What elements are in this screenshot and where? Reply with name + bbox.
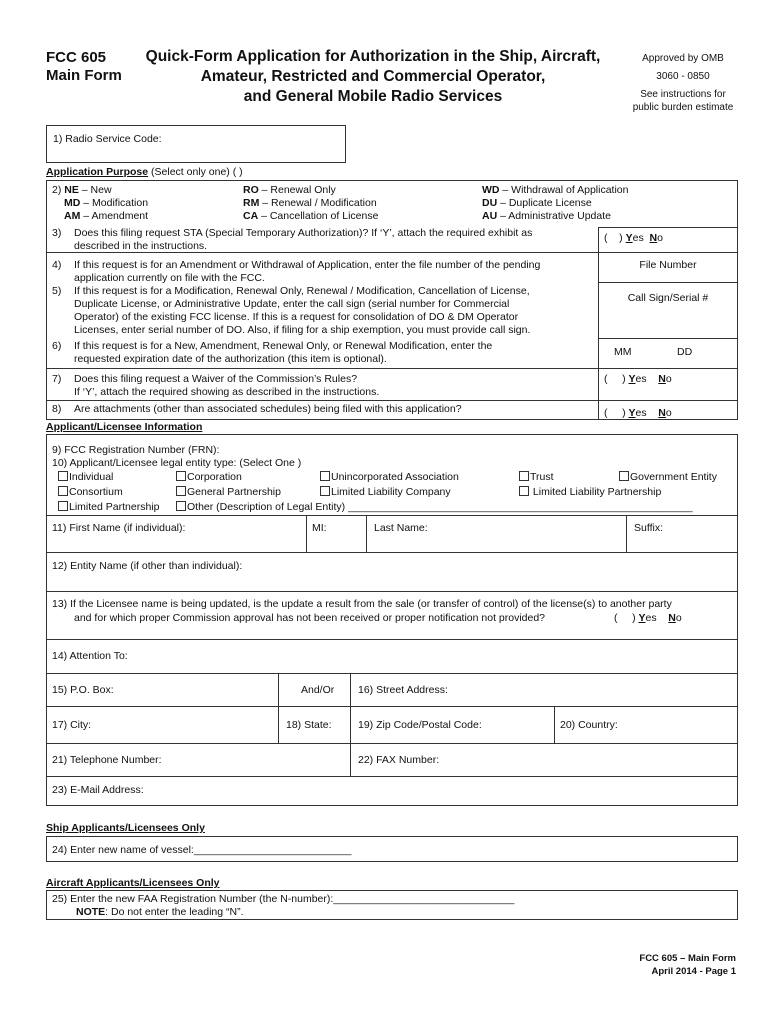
- divider: [598, 282, 738, 283]
- q6-text-line2: requested expiration date of the authorization (this item is optional).: [74, 353, 387, 365]
- q13-text-line2: and for which proper Commission approval has not been received or proper notification not provided?: [74, 612, 546, 624]
- checkbox[interactable]: [519, 486, 529, 496]
- note-text: : Do not enter the leading “N”.: [105, 906, 244, 918]
- divider: [46, 515, 738, 516]
- entity-limited-partnership[interactable]: [58, 501, 159, 513]
- entity-general-partnership[interactable]: [176, 486, 281, 498]
- paren-open: (: [614, 612, 618, 624]
- vessel-name-field[interactable]: 24) Enter new name of vessel:___________________________: [52, 844, 352, 856]
- form-title-line2: Amateur, Restricted and Commercial Operator,: [200, 68, 546, 85]
- yes-rest: es: [635, 373, 647, 385]
- entity-individual[interactable]: [58, 471, 113, 483]
- paren-close: ): [632, 612, 636, 624]
- po-box-field[interactable]: 15) P.O. Box:: [52, 684, 114, 696]
- radio-service-code-label: 1) Radio Service Code:: [53, 133, 162, 145]
- footer-page: April 2014 - Page 1: [651, 966, 736, 977]
- entity-label: Unincorporated Association: [331, 471, 459, 483]
- code: MD: [64, 197, 81, 209]
- code-desc: – New: [78, 184, 112, 196]
- checkbox[interactable]: [320, 471, 330, 481]
- no-letter: N: [658, 373, 666, 385]
- paren-close: ): [619, 232, 623, 244]
- entity-label: Limited Liability Partnership: [532, 486, 662, 498]
- yes-letter: Y: [625, 232, 633, 244]
- q8-number: 8): [52, 403, 62, 415]
- divider: [366, 515, 367, 552]
- code: AU: [482, 210, 498, 222]
- n-number-field[interactable]: 25) Enter the new FAA Registration Number (the N-number):_______________________________: [52, 893, 515, 905]
- entity-label: Consortium: [69, 486, 123, 498]
- q13-text-line1: 13) If the Licensee name is being updated, is the update a result from the sale (or transfer of control) of the license(s) to another party: [52, 598, 672, 610]
- last-name-field[interactable]: Last Name:: [374, 522, 428, 534]
- divider: [626, 515, 627, 552]
- divider: [350, 673, 351, 776]
- divider: [46, 368, 738, 369]
- country-field[interactable]: 20) Country:: [560, 719, 618, 731]
- purpose-code-ne: [52, 184, 112, 196]
- divider: [598, 338, 738, 339]
- divider: [46, 743, 738, 744]
- divider: [46, 591, 738, 592]
- suffix-field[interactable]: Suffix:: [634, 522, 663, 534]
- code: RO: [243, 184, 259, 196]
- divider: [46, 776, 738, 777]
- purpose-code-ro: [243, 184, 336, 196]
- yes-rest: es: [632, 232, 644, 244]
- entity-llp[interactable]: [519, 486, 661, 498]
- purpose-code-au: [482, 210, 611, 222]
- q7-text-line2: If ‘Y’, attach the required showing as described in the instructions.: [74, 386, 380, 398]
- and-or-label: And/Or: [301, 684, 335, 696]
- entity-label: Other (Description of Legal Entity) ___________________________________________________________: [187, 501, 693, 513]
- item-number: 2): [52, 184, 65, 196]
- q4-text-line2: application currently on file with the FCC.: [74, 272, 265, 284]
- q4-text-line1: If this request is for an Amendment or Withdrawal of Application, enter the file number of the pending: [74, 259, 541, 271]
- entity-unincorporated[interactable]: [320, 471, 459, 483]
- applicant-heading: Applicant/Licensee Information: [46, 421, 203, 433]
- q6-number: 6): [52, 340, 62, 352]
- omb-approved: Approved by OMB: [642, 53, 724, 64]
- paren-close: ): [622, 373, 626, 385]
- q3-text-line2: described in the instructions.: [74, 240, 208, 252]
- purpose-code-wd: [482, 184, 628, 196]
- checkbox[interactable]: [58, 486, 68, 496]
- checkbox[interactable]: [58, 471, 68, 481]
- code-desc: – Amendment: [80, 210, 149, 222]
- checkbox[interactable]: [58, 501, 68, 511]
- code: DU: [482, 197, 498, 209]
- code: CA: [243, 210, 259, 222]
- frn-field[interactable]: 9) FCC Registration Number (FRN):: [52, 444, 220, 456]
- checkbox[interactable]: [176, 471, 186, 481]
- code-desc: – Modification: [80, 197, 149, 209]
- q7-number: 7): [52, 373, 62, 385]
- code-desc: – Renewal / Modification: [259, 197, 377, 209]
- code-desc: – Duplicate License: [497, 197, 592, 209]
- code: AM: [64, 210, 81, 222]
- email-field[interactable]: 23) E-Mail Address:: [52, 784, 144, 796]
- file-number-field[interactable]: File Number: [639, 259, 697, 271]
- yes-letter: Y: [628, 407, 636, 419]
- code-desc: – Cancellation of License: [258, 210, 379, 222]
- entity-government[interactable]: [619, 471, 717, 483]
- entity-consortium[interactable]: [58, 486, 123, 498]
- no-letter: N: [649, 232, 658, 244]
- aircraft-heading: Aircraft Applicants/Licensees Only: [46, 877, 220, 889]
- code: WD: [482, 184, 500, 196]
- fax-field[interactable]: 22) FAX Number:: [358, 754, 440, 766]
- q5-text-line3: Operator) of the existing FCC license. If this is a request for consolidation of DO & DM Operator: [74, 311, 519, 323]
- entity-label: Corporation: [187, 471, 242, 483]
- q5-number: 5): [52, 285, 62, 297]
- entity-label: Individual: [69, 471, 114, 483]
- divider: [554, 706, 555, 743]
- q8-yes-no[interactable]: [604, 407, 672, 419]
- purpose-code-du: [482, 197, 592, 209]
- code-desc: – Renewal Only: [258, 184, 336, 196]
- entity-name-field[interactable]: 12) Entity Name (if other than individual):: [52, 560, 243, 572]
- form-title: [138, 47, 608, 107]
- divider: [598, 227, 738, 228]
- q8-text-line1: Are attachments (other than associated schedules) being filed with this application?: [74, 403, 462, 415]
- call-sign-field[interactable]: Call Sign/Serial #: [627, 292, 709, 304]
- application-purpose-title: Application Purpose: [46, 166, 149, 178]
- no-rest: o: [657, 232, 663, 244]
- entity-trust[interactable]: [519, 471, 554, 483]
- entity-corporation[interactable]: [176, 471, 242, 483]
- divider: [598, 227, 599, 420]
- expiration-month-field[interactable]: MM: [614, 346, 632, 358]
- state-field[interactable]: 18) State:: [286, 719, 332, 731]
- yes-rest: es: [645, 612, 657, 624]
- no-rest: o: [675, 612, 682, 624]
- code-desc: – Withdrawal of Application: [499, 184, 629, 196]
- omb-see-instructions: See instructions for: [640, 89, 726, 100]
- divider: [46, 706, 738, 707]
- zip-code-field[interactable]: 19) Zip Code/Postal Code:: [358, 719, 482, 731]
- yes-rest: es: [635, 407, 647, 419]
- form-title-line1: Quick-Form Application for Authorization in the Ship, Aircraft,: [145, 48, 601, 65]
- divider: [306, 515, 307, 552]
- divider: [46, 552, 738, 553]
- attention-field[interactable]: 14) Attention To:: [52, 650, 128, 662]
- paren-open: (: [604, 407, 608, 419]
- paren-open: (: [604, 232, 608, 244]
- q13-yes-no[interactable]: [614, 612, 682, 624]
- entity-label: Trust: [530, 471, 554, 483]
- form-title-line3: and General Mobile Radio Services: [243, 88, 503, 105]
- divider: [46, 252, 738, 253]
- entity-type-label: 10) Applicant/Licensee legal entity type: (Select One ): [52, 457, 302, 469]
- footer-form-name: FCC 605 – Main Form: [639, 953, 736, 964]
- q6-text-line1: If this request is for a New, Amendment, Renewal Only, or Renewal Modification, enter the: [74, 340, 493, 352]
- purpose-code-am: [64, 210, 148, 222]
- code: RM: [243, 197, 260, 209]
- q4-number: 4): [52, 259, 62, 271]
- entity-other[interactable]: [176, 501, 693, 513]
- omb-burden: public burden estimate: [632, 102, 734, 113]
- code: NE: [64, 184, 79, 196]
- checkbox[interactable]: [176, 486, 186, 496]
- q5-text-line1: If this request is for a Modification, Renewal Only, Renewal / Modification, Cancellation of License,: [74, 285, 530, 297]
- form-name: Main Form: [46, 67, 122, 84]
- divider: [46, 673, 738, 674]
- purpose-code-rm: [243, 197, 377, 209]
- omb-number: 3060 - 0850: [656, 71, 710, 82]
- street-address-field[interactable]: 16) Street Address:: [358, 684, 448, 696]
- application-purpose-select[interactable]: (Select only one) ( ): [151, 166, 243, 178]
- radio-service-code-field[interactable]: [46, 125, 346, 163]
- form-number: FCC 605: [46, 49, 107, 66]
- code-desc: – Administrative Update: [497, 210, 611, 222]
- paren-open: (: [604, 373, 608, 385]
- purpose-code-ca: [243, 210, 378, 222]
- yes-letter: Y: [628, 373, 636, 385]
- yes-letter: Y: [638, 612, 646, 624]
- application-purpose-heading: [46, 166, 243, 178]
- q3-text-line1: Does this filing request STA (Special Temporary Authorization)? If ‘Y’, attach the required exhibit as: [74, 227, 533, 239]
- q5-text-line2: Duplicate License, or Administrative Update, enter the call sign (serial number for Commercial: [74, 298, 510, 310]
- middle-initial-field[interactable]: MI:: [312, 522, 327, 534]
- entity-label: Limited Liability Company: [331, 486, 451, 498]
- no-rest: o: [665, 407, 672, 419]
- entity-label: Limited Partnership: [69, 501, 160, 513]
- checkbox[interactable]: [619, 471, 629, 481]
- entity-label: Government Entity: [630, 471, 717, 483]
- note-label: NOTE: [76, 906, 106, 918]
- expiration-day-field[interactable]: DD: [677, 346, 693, 358]
- checkbox[interactable]: [176, 501, 186, 511]
- purpose-code-md: [64, 197, 148, 209]
- entity-label: General Partnership: [187, 486, 281, 498]
- q3-number: 3): [52, 227, 62, 239]
- no-rest: o: [665, 373, 672, 385]
- entity-llc[interactable]: [320, 486, 451, 498]
- n-number-note: [76, 906, 244, 918]
- checkbox[interactable]: [320, 486, 330, 496]
- divider: [46, 639, 738, 640]
- checkbox[interactable]: [519, 471, 529, 481]
- no-letter: N: [658, 407, 666, 419]
- divider: [46, 400, 738, 401]
- q7-text-line1: Does this filing request a Waiver of the Commission’s Rules?: [74, 373, 358, 385]
- paren-close: ): [622, 407, 626, 419]
- city-field[interactable]: 17) City:: [52, 719, 92, 731]
- telephone-field[interactable]: 21) Telephone Number:: [52, 754, 162, 766]
- q5-text-line4: Licenses, enter serial number of DO. Also, if filing for a ship exemption, you must provide call sign.: [74, 324, 531, 336]
- ship-heading: Ship Applicants/Licensees Only: [46, 822, 205, 834]
- q3-yes-no[interactable]: [604, 232, 663, 244]
- divider: [278, 673, 279, 743]
- no-letter: N: [668, 612, 676, 624]
- first-name-field[interactable]: 11) First Name (if individual):: [52, 522, 186, 534]
- q7-yes-no[interactable]: [604, 373, 672, 385]
